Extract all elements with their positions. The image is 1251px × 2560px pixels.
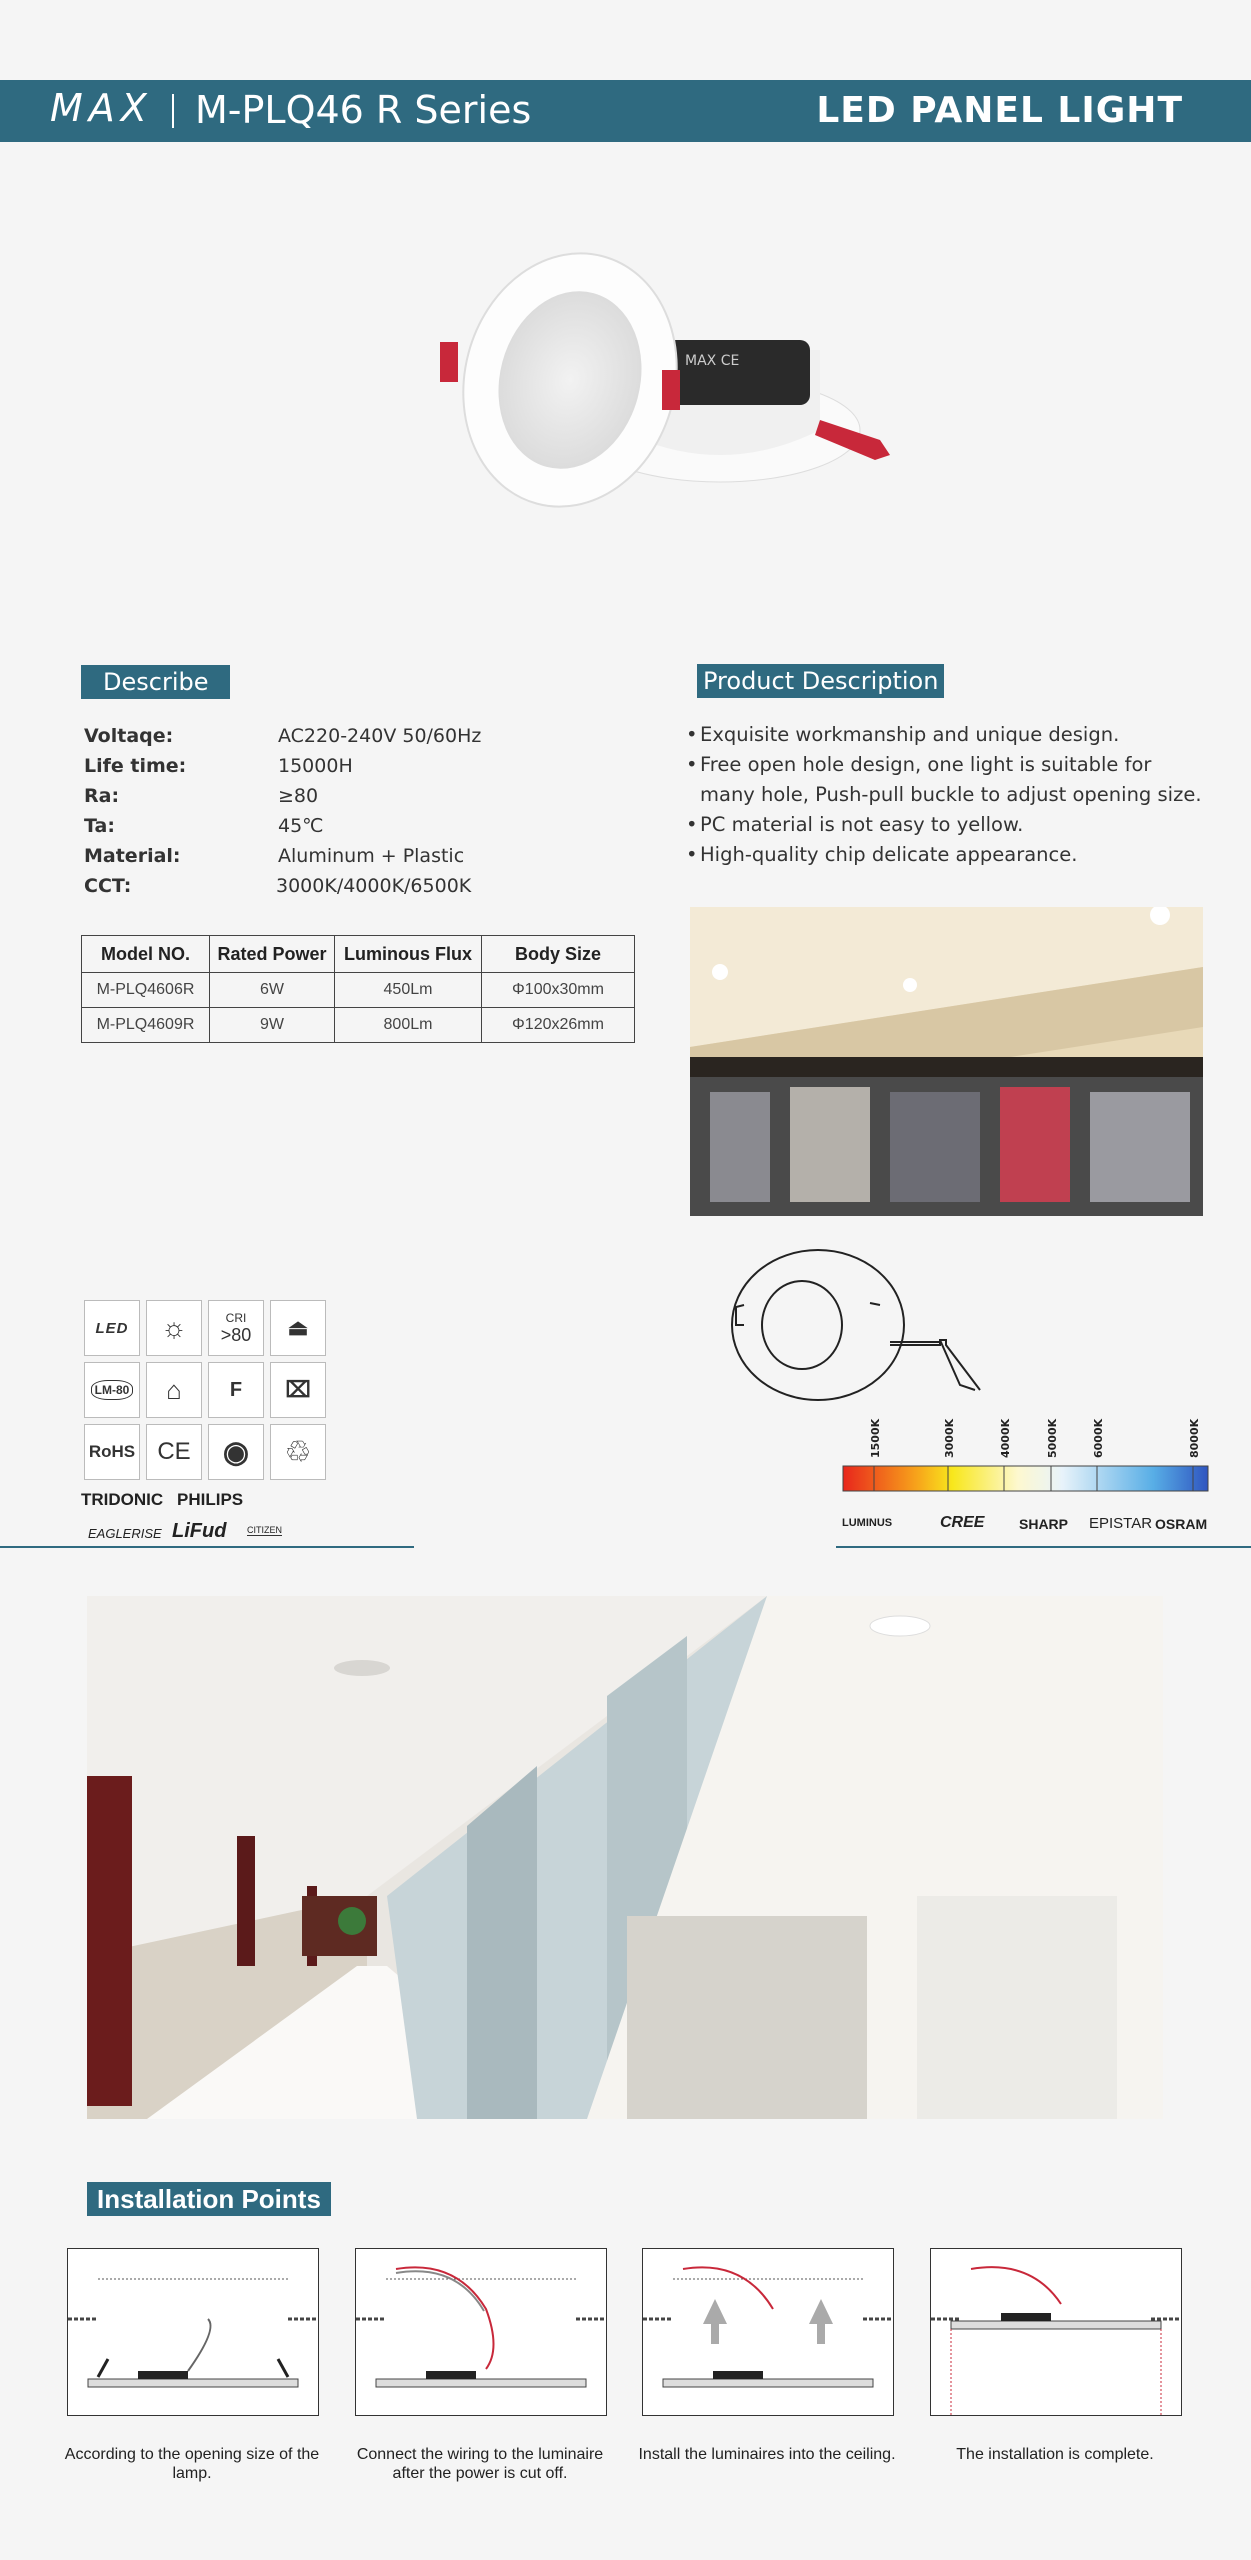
table-cell: 800Lm [335, 1008, 482, 1043]
line-drawing [730, 1245, 990, 1405]
brand-logo: MAX [50, 86, 153, 130]
product-tagline: LED PANEL LIGHT [816, 90, 1183, 131]
lamp-icon: ⏏ [270, 1300, 326, 1356]
cct-tick: 3000K [943, 1418, 956, 1458]
brand-citizen: CITIZEN [247, 1525, 282, 1535]
spec-row: Voltaqe: AC220-240V 50/60Hz [84, 725, 482, 747]
install-step-4-diagram [930, 2248, 1182, 2416]
cct-tick: 6000K [1092, 1418, 1105, 1458]
cct-tick: 8000K [1188, 1418, 1201, 1458]
spec-row: Ta: 45℃ [84, 815, 324, 837]
brand-eaglerise: EAGLERISE [88, 1526, 162, 1541]
bullet-item: • Exquisite workmanship and unique design. [686, 720, 1206, 750]
spec-row: CCT: 3000K/4000K/6500K [84, 875, 472, 897]
table-cell: 6W [210, 973, 335, 1008]
install-step-3-caption: Install the luminaires into the ceiling. [638, 2446, 896, 2463]
brand-tridonic: TRIDONIC [81, 1490, 164, 1509]
product-description-heading: Product Description [697, 664, 944, 698]
install-step-2-caption: Connect the wiring to the luminaire after the power is cut off. [356, 2446, 604, 2482]
product-description-list [686, 720, 1206, 870]
cct-tick: 4000K [999, 1418, 1012, 1458]
model-table [81, 935, 635, 1043]
weee-icon: ⌧ [270, 1362, 326, 1418]
bullet-item: • High-quality chip delicate appearance. [686, 840, 1206, 870]
table-header: Model NO. [82, 936, 210, 973]
cct-tick: 5000K [1046, 1418, 1059, 1458]
brand-epistar: EPISTAR [1089, 1515, 1153, 1532]
f-mark-icon: F [208, 1362, 264, 1418]
recycle-icon: ♲ [270, 1424, 326, 1480]
header-divider [172, 94, 174, 128]
brand-luminus: LUMINUS [842, 1517, 893, 1529]
installation-heading: Installation Points [87, 2182, 331, 2216]
led-icon: LED [84, 1300, 140, 1356]
brand-lifud: LiFud [172, 1520, 227, 1542]
brand-philips: PHILIPS [177, 1490, 244, 1509]
cct-color-scale [838, 1410, 1213, 1495]
brand-osram: OSRAM [1155, 1516, 1208, 1532]
cri-icon: CRI >80 [208, 1300, 264, 1356]
house-icon: ⌂ [146, 1362, 202, 1418]
install-step-1-caption: According to the opening size of the lamp. [64, 2446, 320, 2482]
section-divider-right [836, 1546, 1251, 1548]
spec-row: Life time: 15000H [84, 755, 353, 777]
mall-photo [690, 907, 1203, 1216]
install-step-2-diagram [355, 2248, 607, 2416]
table-cell: M-PLQ4609R [82, 1008, 210, 1043]
svg-text:MAX CE: MAX CE [685, 353, 740, 369]
lm80-icon: LM-80 [84, 1362, 140, 1418]
table-header: Luminous Flux [335, 936, 482, 973]
install-step-4-caption: The installation is complete. [956, 2446, 1154, 2463]
corridor-photo [87, 1596, 1163, 2119]
table-cell: M-PLQ4606R [82, 973, 210, 1008]
sun-icon: ☼ [146, 1300, 202, 1356]
install-step-1-diagram [67, 2248, 319, 2416]
section-divider-left [0, 1546, 414, 1548]
cct-tick: 1500K [869, 1418, 882, 1458]
header-bar [0, 80, 1251, 142]
spec-row: Ra: ≥80 [84, 785, 319, 807]
table-row [82, 973, 635, 1008]
table-header: Body Size [482, 936, 635, 973]
ce-icon: CE [146, 1424, 202, 1480]
series-title: M-PLQ46 R Series [195, 88, 532, 132]
install-step-3-diagram [642, 2248, 894, 2416]
spec-row: Material: Aluminum + Plastic [84, 845, 465, 867]
bullet-item: • Free open hole design, one light is suitable for many hole, Push-pull buckle to adjust opening size. [686, 750, 1206, 810]
table-cell: Φ100x30mm [482, 973, 635, 1008]
table-cell: 450Lm [335, 973, 482, 1008]
table-row [82, 1008, 635, 1043]
table-cell: Φ120x26mm [482, 1008, 635, 1043]
table-cell: 9W [210, 1008, 335, 1043]
table-header-row [82, 936, 635, 973]
bullet-item: • PC material is not easy to yellow. [686, 810, 1206, 840]
green-dot-icon: ◉ [208, 1424, 264, 1480]
brand-cree: CREE [940, 1514, 985, 1531]
rohs-icon: RoHS [84, 1424, 140, 1480]
describe-heading: Describe [81, 665, 230, 699]
table-header: Rated Power [210, 936, 335, 973]
product-photo [420, 230, 900, 530]
brand-sharp: SHARP [1019, 1516, 1069, 1532]
